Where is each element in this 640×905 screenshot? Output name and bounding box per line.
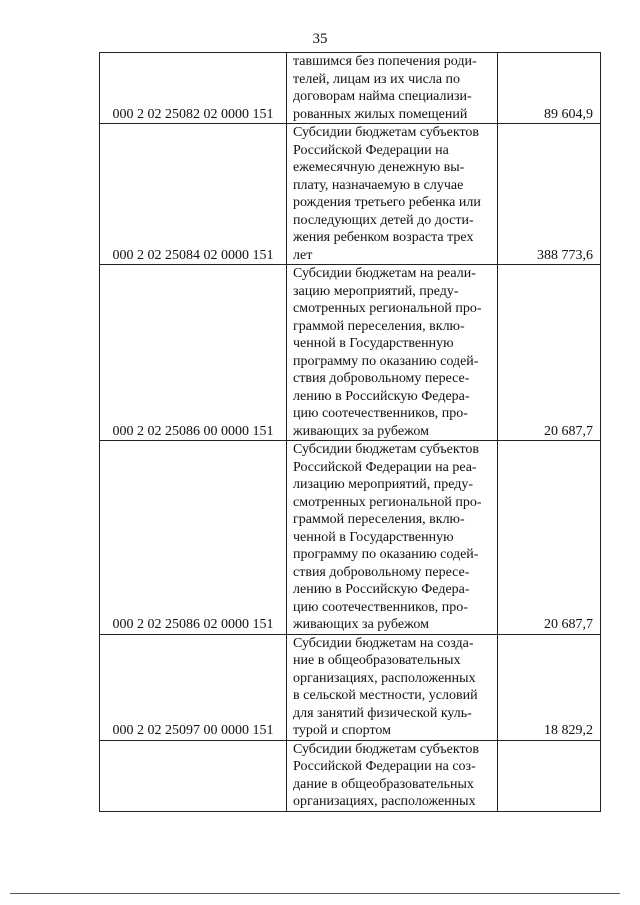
table-row (100, 441, 601, 635)
page-number: 35 (312, 31, 328, 47)
description-line: Субсидии бюджетам субъектов (293, 741, 480, 757)
footer-divider (10, 893, 620, 894)
description-line: ствия добровольному пересе- (293, 371, 470, 386)
description-line: граммой переселения, вклю- (293, 512, 465, 527)
description-line: рованных жилых помещений (293, 106, 468, 122)
description-line: телей, лицам из их числа по (293, 71, 461, 87)
description-line: рождения третьего ребенка или (293, 195, 481, 210)
classification-code-cell: 000 2 02 25097 00 0000 151 (100, 634, 287, 740)
classification-code-cell: 000 2 02 25086 00 0000 151 (100, 265, 287, 441)
description-line: цию соотечественников, про- (293, 406, 468, 421)
description-line: лению в Российскую Федера- (293, 388, 470, 404)
table-row (100, 265, 601, 441)
description-line: жения ребенком возраста трех (293, 230, 474, 245)
amount-cell: 20 687,7 (498, 441, 601, 635)
description-line: ние в общеобразовательных (293, 653, 461, 668)
description-line: турой и спортом (293, 723, 391, 738)
description-line: граммой переселения, вклю- (293, 318, 465, 334)
description-line: организациях, расположенных (293, 670, 476, 686)
classification-code-cell: 000 2 02 25086 02 0000 151 (100, 441, 287, 635)
description-cell (287, 265, 498, 441)
description-line: цию соотечественников, про- (293, 599, 468, 615)
table-row (100, 124, 601, 265)
description-line: ченной в Государственную (293, 336, 454, 351)
budget-table-body (100, 53, 601, 812)
description-line: дание в общеобразовательных (293, 776, 474, 792)
description-line: ежемесячную денежную вы- (293, 160, 465, 175)
description-line: зацию мероприятий, преду- (293, 283, 459, 299)
amount-cell: 388 773,6 (498, 124, 601, 265)
description-line: Российской Федерации на соз- (293, 759, 476, 774)
description-line: программу по оказанию содей- (293, 353, 479, 369)
amount-cell: 20 687,7 (498, 265, 601, 441)
description-cell (287, 53, 498, 124)
description-line: живающих за рубежом (293, 617, 429, 632)
description-line: лет (293, 247, 313, 263)
description-line: Субсидии бюджетам субъектов (293, 125, 480, 140)
description-line: организациях, расположенных (293, 794, 476, 809)
amount-cell: 89 604,9 (498, 53, 601, 124)
budget-table (99, 52, 601, 812)
description-cell (287, 441, 498, 635)
description-cell (287, 124, 498, 265)
classification-code-cell: 000 2 02 25082 02 0000 151 (100, 53, 287, 124)
table-row (100, 634, 601, 740)
description-line: в сельской местности, условий (293, 688, 478, 703)
description-cell (287, 740, 498, 811)
description-line: лизацию мероприятий, преду- (293, 477, 474, 492)
description-line: тавшимся без попечения роди- (293, 54, 477, 69)
description-line: Субсидии бюджетам субъектов (293, 442, 480, 457)
description-line: последующих детей до дости- (293, 212, 474, 228)
description-line: ствия добровольному пересе- (293, 564, 470, 580)
description-cell (287, 634, 498, 740)
description-line: плату, назначаемую в случае (293, 177, 464, 193)
amount-cell: 18 829,2 (498, 634, 601, 740)
classification-code-cell: 000 2 02 25084 02 0000 151 (100, 124, 287, 265)
amount-cell (498, 740, 601, 811)
description-line: договорам найма специализи- (293, 89, 472, 104)
description-line: программу по оказанию содей- (293, 547, 479, 562)
description-line: для занятий физической куль- (293, 705, 472, 721)
description-line: смотренных региональной про- (293, 301, 482, 316)
table-row (100, 53, 601, 124)
description-line: Российской Федерации на (293, 142, 449, 158)
description-line: живающих за рубежом (293, 423, 429, 439)
description-line: Субсидии бюджетам на созда- (293, 635, 474, 651)
description-line: Российской Федерации на реа- (293, 459, 477, 475)
description-line: ченной в Государственную (293, 529, 454, 545)
description-line: Субсидии бюджетам на реали- (293, 266, 476, 281)
table-row (100, 740, 601, 811)
description-line: лению в Российскую Федера- (293, 582, 470, 597)
description-line: смотренных региональной про- (293, 494, 482, 510)
classification-code-cell (100, 740, 287, 811)
